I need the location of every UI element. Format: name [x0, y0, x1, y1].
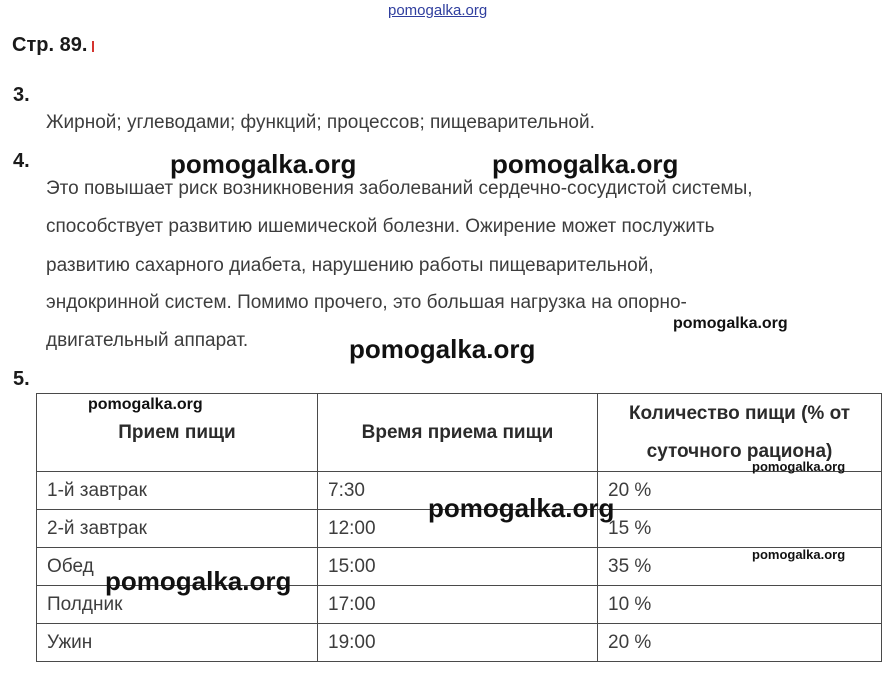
question-5-number: 5. [13, 368, 30, 390]
table-cell: 19:00 [318, 624, 598, 662]
table-row [37, 624, 882, 662]
table-cell: Обед [37, 548, 318, 586]
question-4-line-4: эндокринной систем. Помимо прочего, это большая нагрузка на опорно- [46, 292, 687, 313]
watermark: pomogalka.org [673, 315, 788, 332]
table-cell: 17:00 [318, 586, 598, 624]
table-cell: 35 % [598, 548, 882, 586]
header-meal: Прием пищи [37, 394, 318, 472]
table-cell: 20 % [598, 624, 882, 662]
question-4-line-2: способствует развитию ишемической болезни. Ожирение может послужить [46, 216, 715, 237]
question-4-line-5: двигательный аппарат. [46, 330, 249, 351]
page-reference-text: Стр. 89. [12, 34, 88, 56]
question-3-answer: Жирной; углеводами; функций; процессов; пищеварительной. [46, 112, 595, 133]
header-time: Время приема пищи [318, 394, 598, 472]
watermark: pomogalka.org [492, 149, 679, 179]
watermark: pomogalka.org [88, 396, 203, 413]
watermark: pomogalka.org [428, 493, 615, 523]
table-cell: 1-й завтрак [37, 472, 318, 510]
watermark: pomogalka.org [752, 459, 846, 474]
top-watermark-link[interactable]: pomogalka.org [388, 2, 488, 19]
table-cell: 10 % [598, 586, 882, 624]
watermark: pomogalka.org [349, 334, 536, 364]
table-cell: 7:30 [318, 472, 598, 510]
table-cell: 12:00 [318, 510, 598, 548]
red-mark [92, 41, 94, 52]
question-4-line-3: развитию сахарного диабета, нарушению работы пищеварительной, [46, 255, 654, 276]
page-reference [12, 34, 94, 57]
question-3-number: 3. [13, 84, 30, 106]
header-amount: Количество пищи (% от суточного рациона) [598, 394, 882, 472]
question-4-line-1: Это повышает риск возникновения заболеваний сердечно-сосудистой системы, [46, 178, 753, 199]
meal-schedule-table [36, 393, 882, 662]
watermark: pomogalka.org [170, 149, 357, 179]
table-cell: Ужин [37, 624, 318, 662]
table-cell: 2-й завтрак [37, 510, 318, 548]
watermark: pomogalka.org [105, 566, 292, 596]
question-4-number: 4. [13, 150, 30, 172]
table-cell: Полдник [37, 586, 318, 624]
table-cell: 15 % [598, 510, 882, 548]
table-cell: 20 % [598, 472, 882, 510]
watermark: pomogalka.org [752, 547, 846, 562]
table-cell: 15:00 [318, 548, 598, 586]
